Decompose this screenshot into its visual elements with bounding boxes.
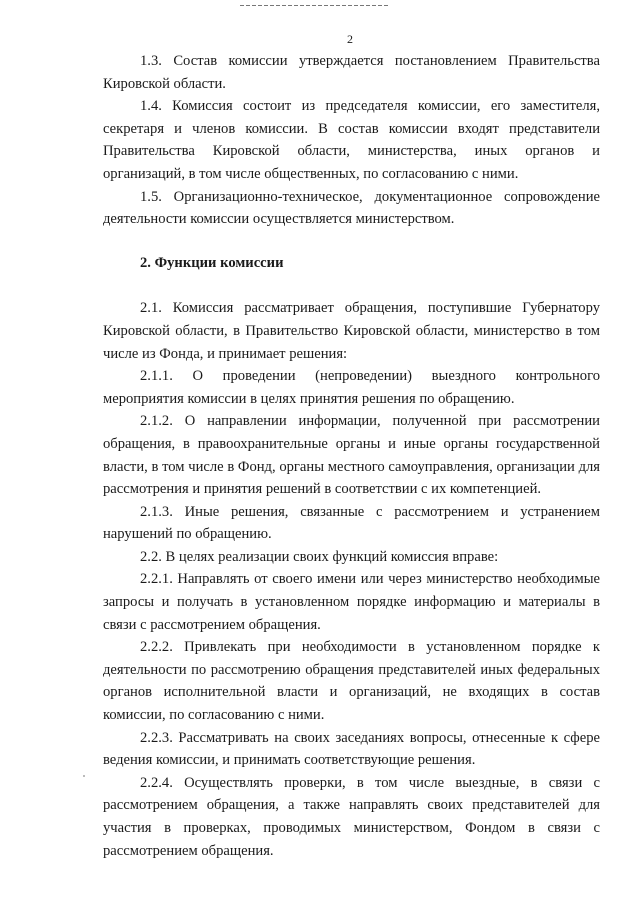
paragraph-1-3: 1.3. Состав комиссии утверждается постановлением Правительства Кировской области. [103,53,600,92]
paragraph-2-1-3: 2.1.3. Иные решения, связанные с рассмотрением и устранением нарушений по обращению. [103,503,600,543]
paragraph-2-2-3: 2.2.3. Рассматривать на своих заседаниях вопросы, отнесенные к сфере ведения комиссии, и принимать соответствующие решения. [103,729,600,769]
top-scan-line [240,5,390,6]
paragraph-1-5: 1.5. Организационно-техническое, документационное сопровождение деятельности комиссии осуществляется министерством. [103,188,600,228]
paragraph-2-2-2: 2.2.2. Привлекать при необходимости в установленном порядке к деятельности по рассмотрению обращения представителей иных федеральных органов исполнительной власти и организаций, не входящих в состав комиссии, по согласованию с ними. [103,639,600,724]
paragraph-2-2: 2.2. В целях реализации своих функций комиссия вправе: [140,548,499,565]
document-body [103,50,600,862]
paragraph-2-1-2: 2.1.2. О направлении информации, полученной при рассмотрении обращения, в правоохранительные органы и иные органы государственной власти, в том числе в Фонд, органы местного самоуправления, организации для рассмотрения и принятия решений в соответствии с их компетенцией. [103,413,600,498]
paragraph-2-2-4: 2.2.4. Осуществлять проверки, в том числе выездные, в связи с рассмотрением обращения, а также направлять своих представителей для участия в проверках, проводимых министерством, Фондом в связи с рассмотрением обращения. [103,774,600,859]
paragraph-2-2-1: 2.2.1. Направлять от своего имени или через министерство необходимые запросы и получать в установленном порядке информацию и материалы в связи с рассмотрением обращения. [103,571,600,633]
page-number: 2 [347,32,353,46]
paragraph-2-1-1: 2.1.1. О проведении (непроведении) выездного контрольного мероприятия комиссии в целях принятия решения по обращению. [103,368,600,407]
paragraph-1-4: 1.4. Комиссия состоит из председателя комиссии, его заместителя, секретаря и членов комиссии. В состав комиссии входят представители Правительства Кировской области, министерства, иных органов и организаций, в том числе общественных, по согласованию с ними. [103,98,600,182]
scan-dot [83,775,85,777]
section-heading: 2. Функции комиссии [140,254,284,271]
paragraph-2-1: 2.1. Комиссия рассматривает обращения, поступившие Губернатору Кировской области, в Правительство Кировской области, министерство в том числе из Фонда, и принимает решения: [103,300,600,362]
